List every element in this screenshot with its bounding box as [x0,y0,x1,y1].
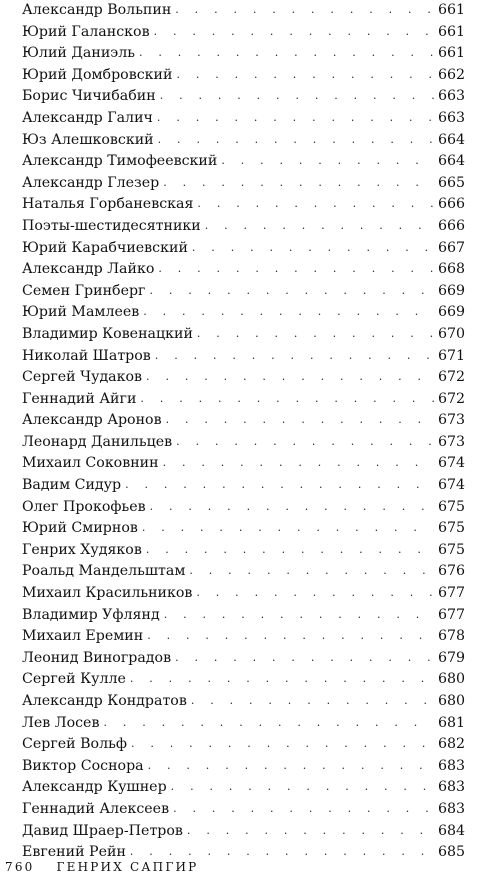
toc-entry-page: 674 [438,477,466,494]
toc-entry [22,497,466,519]
toc-entry [22,475,466,497]
toc-entry-title: Леонид Виноградов [22,649,172,666]
toc-entry-title: Сергей Кулле [22,671,126,688]
dot-leader [155,345,434,367]
toc-entry-title: Лев Лосев [22,714,100,731]
toc-entry-title: Михаил Красильников [22,585,193,602]
toc-entry-page: 683 [438,757,466,774]
toc-entry-title: Наталья Горбаневская [22,196,194,213]
toc-entry [22,130,466,152]
toc-entry-title: Олег Прокофьев [22,498,146,515]
table-of-contents [22,0,466,864]
dot-leader [146,539,434,561]
dot-leader [150,280,435,302]
toc-entry [22,43,466,65]
toc-entry-title: Леонард Данильцев [22,433,173,450]
toc-entry-title: Николай Шатров [22,347,151,364]
dot-leader [139,42,434,64]
dot-leader [164,604,434,626]
toc-entry-page: 662 [438,66,466,83]
dot-leader [148,755,434,777]
toc-entry-title: Евгений Рейн [22,844,126,861]
toc-entry [22,756,466,778]
toc-entry [22,605,466,627]
toc-entry-page: 678 [438,628,466,645]
toc-entry-title: Александр Лайко [22,261,155,278]
dot-leader [154,21,434,43]
dot-leader [175,647,434,669]
toc-entry [22,648,466,670]
toc-entry-page: 661 [438,45,466,62]
toc-entry-title: Владимир Уфлянд [22,606,160,623]
toc-entry-title: Юрий Смирнов [22,520,138,537]
dot-leader [205,215,434,237]
page-number: 760 [5,860,35,874]
toc-entry [22,626,466,648]
toc-entry [22,281,466,303]
toc-entry-page: 685 [438,844,466,861]
dot-leader [157,107,434,129]
page-footer [5,860,198,874]
dot-leader [150,496,434,518]
toc-entry-page: 675 [438,498,466,515]
dot-leader [158,258,434,280]
dot-leader [158,129,434,151]
toc-entry-title: Поэты-шестидесятники [22,217,201,234]
toc-entry-page: 679 [438,649,466,666]
toc-entry [22,540,466,562]
toc-entry-title: Александр Вольпин [22,2,172,18]
toc-entry-page: 663 [438,109,466,126]
toc-entry-page: 680 [438,693,466,709]
toc-entry-page: 665 [438,174,466,191]
toc-entry-title: Геннадий Айги [22,390,137,407]
toc-entry [22,821,466,843]
dot-leader [103,712,434,734]
toc-entry-title: Александр Тимофеевский [22,153,218,170]
toc-entry-title: Юрий Мамлеев [22,304,140,321]
toc-entry [22,432,466,454]
toc-entry-title: Геннадий Алексеев [22,800,170,817]
toc-entry-title: Юрий Домбровский [22,66,173,83]
toc-entry [22,691,466,713]
dot-leader [187,820,434,842]
toc-entry [22,86,466,108]
toc-entry-title: Борис Чичибабин [22,88,156,105]
toc-entry-title: Давид Шраер-Петров [22,822,183,839]
toc-entry-page: 680 [438,671,466,688]
toc-entry-page: 682 [438,736,466,753]
toc-entry-page: 673 [438,412,466,429]
toc-entry-title: Юрий Галансков [22,23,150,40]
toc-entry-page: 675 [438,520,466,537]
toc-entry-page: 675 [438,541,466,558]
toc-entry-title: Генрих Худяков [22,541,142,558]
dot-leader [176,431,434,453]
dot-leader [163,172,434,194]
toc-entry-page: 666 [438,196,466,213]
dot-leader [140,388,434,410]
toc-entry [22,799,466,821]
toc-entry-page: 676 [438,563,466,580]
toc-entry [22,367,466,389]
dot-leader [176,64,434,86]
toc-entry [22,194,466,216]
toc-entry [22,389,466,411]
toc-entry-page: 669 [438,282,466,299]
toc-entry [22,777,466,799]
toc-entry-page: 684 [438,822,466,839]
toc-entry [22,713,466,735]
dot-leader [166,409,434,431]
toc-entry-page: 666 [438,217,466,234]
toc-entry-title: Юрий Карабчиевский [22,239,188,256]
toc-entry-page: 668 [438,261,466,278]
dot-leader [221,150,434,172]
toc-entry [22,302,466,324]
toc-entry-page: 663 [438,88,466,105]
toc-entry-title: Александр Аронов [22,412,162,429]
dot-leader [173,798,434,820]
toc-entry-page: 667 [438,239,466,256]
dot-leader [197,193,434,215]
toc-entry-page: 677 [438,606,466,623]
toc-entry-page: 661 [438,2,466,18]
toc-entry [22,453,466,475]
toc-entry-page: 681 [438,714,466,731]
toc-entry-page: 670 [438,325,466,342]
toc-entry [22,151,466,173]
toc-entry [22,22,466,44]
toc-entry [22,238,466,260]
toc-entry-title: Роальд Мандельштам [22,563,186,580]
dot-leader [147,625,434,647]
toc-entry-page: 661 [438,23,466,40]
toc-entry-page: 672 [438,390,466,407]
toc-entry [22,0,466,22]
toc-entry-page: 683 [438,779,466,796]
toc-entry-title: Сергей Чудаков [22,369,143,386]
toc-entry-title: Владимир Ковенацкий [22,325,193,342]
running-head: ГЕНРИХ САПГИР [56,860,199,874]
toc-entry-page: 673 [438,433,466,450]
toc-entry-page: 677 [438,585,466,602]
toc-entry-title: Вадим Сидур [22,477,122,494]
toc-entry [22,561,466,583]
toc-entry [22,734,466,756]
toc-entry [22,410,466,432]
toc-entry-page: 674 [438,455,466,472]
toc-entry-page: 672 [438,369,466,386]
dot-leader [163,452,434,474]
toc-entry-title: Александр Кондратов [22,693,187,709]
dot-leader [189,560,434,582]
toc-entry [22,216,466,238]
toc-entry [22,65,466,87]
toc-entry-title: Михаил Еремин [22,628,144,645]
toc-entry [22,108,466,130]
toc-entry-title: Александр Кушнер [22,779,167,796]
dot-leader [197,323,434,345]
dot-leader [191,690,434,712]
toc-entry-page: 669 [438,304,466,321]
dot-leader [196,582,434,604]
toc-entry-title: Семен Гринберг [22,282,146,299]
toc-entry [22,583,466,605]
toc-entry-page: 671 [438,347,466,364]
toc-entry-title: Юлий Даниэль [22,45,135,62]
toc-entry [22,324,466,346]
toc-entry-title: Виктор Соснора [22,757,144,774]
dot-leader [175,0,434,21]
dot-leader [130,668,434,690]
dot-leader [160,85,434,107]
dot-leader [192,237,434,259]
toc-entry [22,173,466,195]
toc-entry-title: Юз Алешковский [22,131,154,148]
dot-leader [142,517,434,539]
toc-entry-title: Михаил Соковнин [22,455,159,472]
toc-entry [22,346,466,368]
toc-entry-page: 683 [438,800,466,817]
dot-leader [143,301,434,323]
toc-entry [22,259,466,281]
toc-entry-page: 664 [438,153,466,170]
toc-entry-title: Александр Глезер [22,174,160,191]
toc-entry-page: 664 [438,131,466,148]
toc-entry [22,518,466,540]
toc-entry-title: Александр Галич [22,109,153,126]
dot-leader [171,776,434,798]
dot-leader [131,733,434,755]
dot-leader [146,366,434,388]
toc-entry [22,669,466,691]
dot-leader [125,474,434,496]
toc-entry-title: Сергей Вольф [22,736,127,753]
